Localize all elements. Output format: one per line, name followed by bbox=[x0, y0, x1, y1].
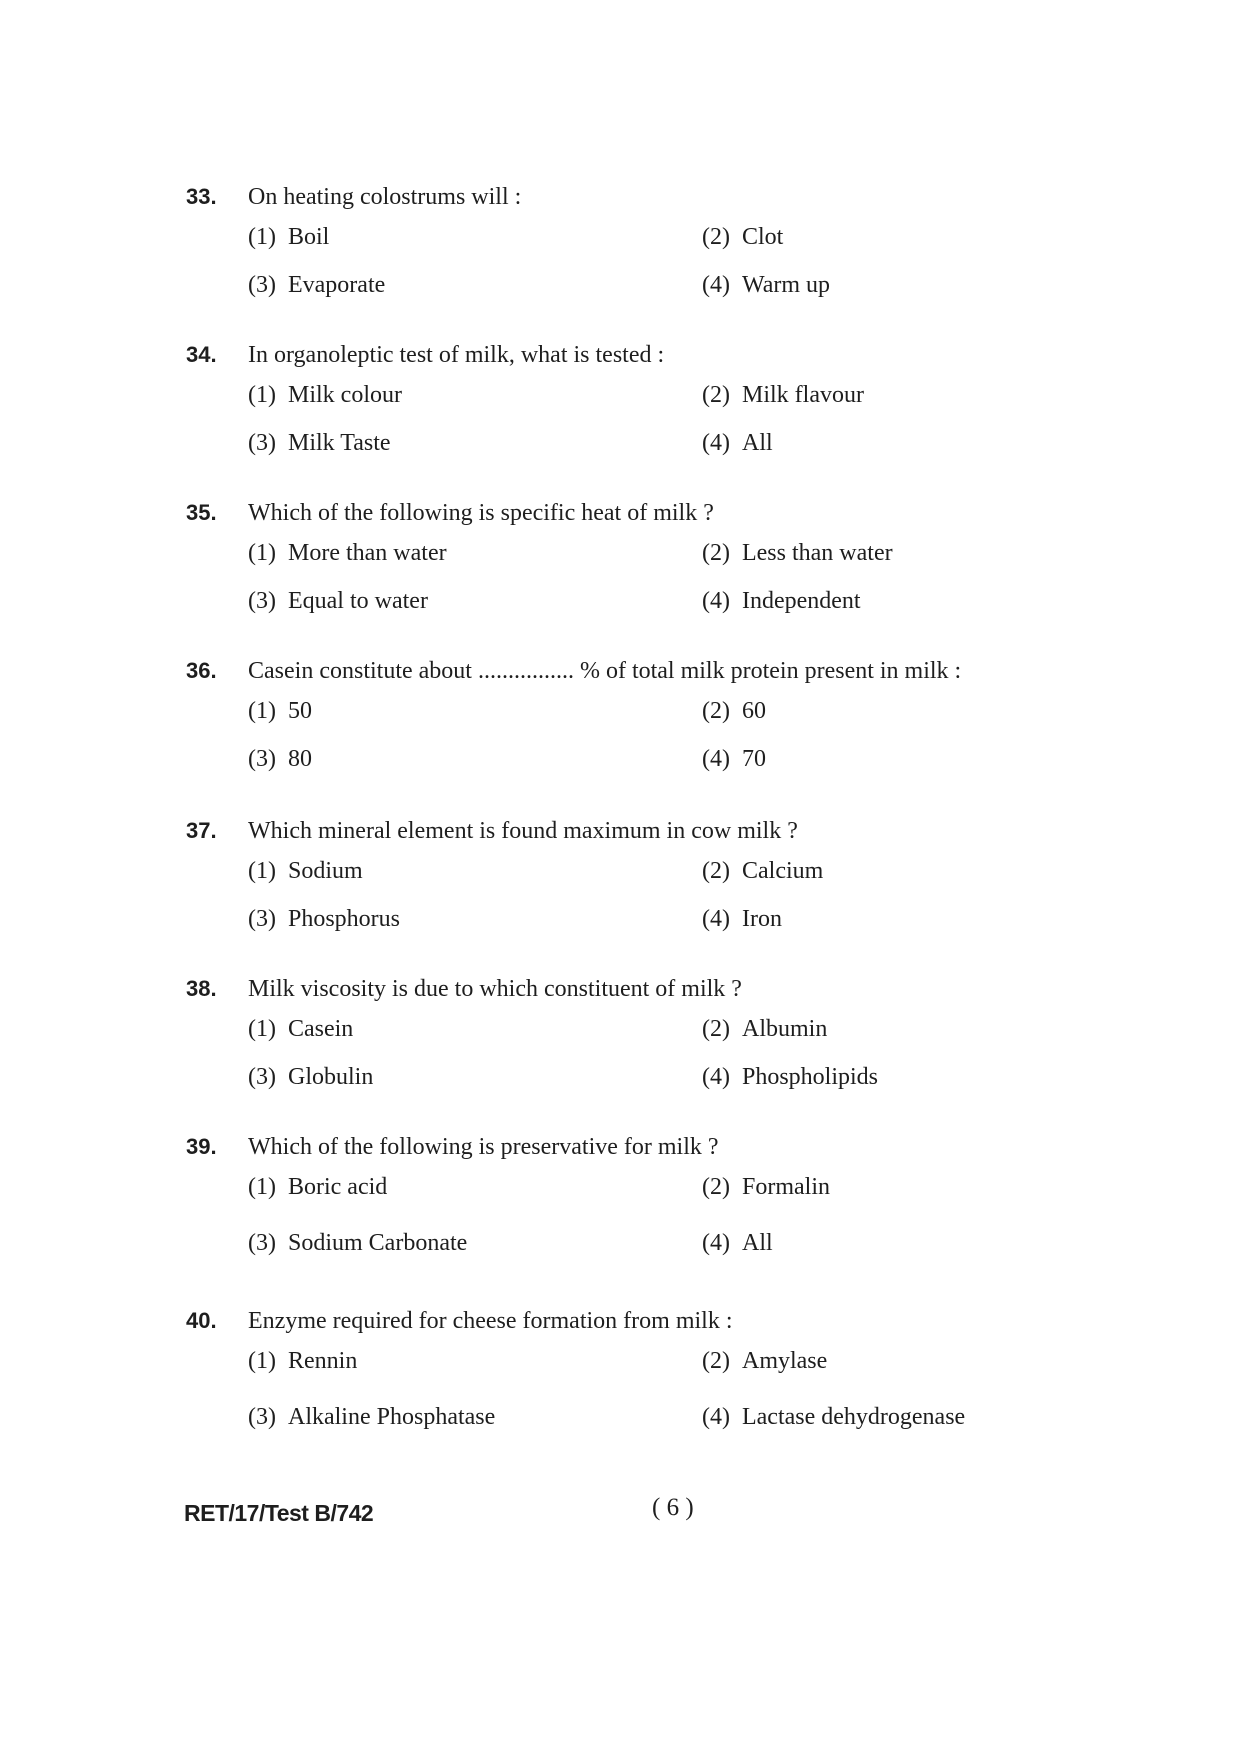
question-number: 36. bbox=[186, 658, 217, 683]
option-1: (1) Casein bbox=[248, 1016, 354, 1042]
option-row bbox=[186, 224, 1146, 272]
question-stem bbox=[186, 976, 1146, 1016]
question-stem bbox=[186, 818, 1146, 858]
option-1: (1) Boric acid bbox=[248, 1174, 388, 1200]
option-3: (3) Globulin bbox=[248, 1064, 374, 1090]
question-39 bbox=[186, 1134, 1146, 1278]
option-1: (1) 50 bbox=[248, 698, 312, 724]
question-34 bbox=[186, 342, 1146, 478]
test-code: RET/17/Test B/742 bbox=[184, 1500, 374, 1526]
option-2: (2) Less than water bbox=[702, 540, 893, 566]
option-4: (4) Iron bbox=[702, 906, 782, 932]
question-text: Which of the following is preservative for milk ? bbox=[248, 1134, 719, 1160]
question-number: 39. bbox=[186, 1134, 217, 1159]
option-1: (1) Rennin bbox=[248, 1348, 358, 1374]
option-row bbox=[186, 272, 1146, 320]
question-number: 40. bbox=[186, 1308, 217, 1333]
option-row bbox=[186, 540, 1146, 588]
option-2: (2) Formalin bbox=[702, 1174, 830, 1200]
option-4: (4) All bbox=[702, 1230, 773, 1256]
question-stem bbox=[186, 1134, 1146, 1174]
option-3: (3) Phosphorus bbox=[248, 906, 401, 932]
question-37 bbox=[186, 818, 1146, 954]
question-stem bbox=[186, 342, 1146, 382]
option-row bbox=[186, 1404, 1146, 1452]
option-4: (4) Independent bbox=[702, 588, 861, 614]
question-38 bbox=[186, 976, 1146, 1112]
option-3: (3) Milk Taste bbox=[248, 430, 391, 456]
option-3: (3) Sodium Carbonate bbox=[248, 1230, 468, 1256]
question-stem bbox=[186, 658, 1146, 698]
option-3: (3) Evaporate bbox=[248, 272, 386, 298]
option-1: (1) Milk colour bbox=[248, 382, 402, 408]
option-row bbox=[186, 746, 1146, 794]
question-40 bbox=[186, 1308, 1146, 1452]
question-stem bbox=[186, 500, 1146, 540]
question-36 bbox=[186, 658, 1146, 794]
question-text: On heating colostrums will : bbox=[248, 184, 522, 210]
option-row bbox=[186, 1230, 1146, 1278]
option-3: (3) 80 bbox=[248, 746, 312, 772]
question-number: 35. bbox=[186, 500, 217, 525]
question-number: 37. bbox=[186, 818, 217, 843]
question-number: 34. bbox=[186, 342, 217, 367]
question-35 bbox=[186, 500, 1146, 636]
option-2: (2) Calcium bbox=[702, 858, 824, 884]
option-1: (1) Sodium bbox=[248, 858, 363, 884]
question-text: Milk viscosity is due to which constituent of milk ? bbox=[248, 976, 742, 1002]
option-row bbox=[186, 588, 1146, 636]
option-4: (4) All bbox=[702, 430, 773, 456]
option-row bbox=[186, 698, 1146, 746]
option-2: (2) Amylase bbox=[702, 1348, 828, 1374]
page-number: ( 6 ) bbox=[652, 1494, 694, 1521]
question-text: Enzyme required for cheese formation from milk : bbox=[248, 1308, 733, 1334]
option-row bbox=[186, 1348, 1146, 1404]
option-2: (2) Albumin bbox=[702, 1016, 828, 1042]
option-1: (1) More than water bbox=[248, 540, 447, 566]
option-2: (2) Milk flavour bbox=[702, 382, 864, 408]
option-4: (4) Phospholipids bbox=[702, 1064, 879, 1090]
question-text: Which mineral element is found maximum in cow milk ? bbox=[248, 818, 798, 844]
question-text: In organoleptic test of milk, what is tested : bbox=[248, 342, 665, 368]
question-33 bbox=[186, 184, 1146, 320]
question-stem bbox=[186, 184, 1146, 224]
option-row bbox=[186, 858, 1146, 906]
option-row bbox=[186, 1174, 1146, 1230]
option-2: (2) Clot bbox=[702, 224, 784, 250]
option-4: (4) Warm up bbox=[702, 272, 831, 298]
option-1: (1) Boil bbox=[248, 224, 330, 250]
option-row bbox=[186, 430, 1146, 478]
option-row bbox=[186, 1064, 1146, 1112]
option-row bbox=[186, 906, 1146, 954]
option-row bbox=[186, 1016, 1146, 1064]
option-3: (3) Equal to water bbox=[248, 588, 428, 614]
question-text: Which of the following is specific heat of milk ? bbox=[248, 500, 714, 526]
option-3: (3) Alkaline Phosphatase bbox=[248, 1404, 496, 1430]
question-number: 33. bbox=[186, 184, 217, 209]
option-4: (4) Lactase dehydrogenase bbox=[702, 1404, 966, 1430]
question-number: 38. bbox=[186, 976, 217, 1001]
option-4: (4) 70 bbox=[702, 746, 766, 772]
question-text: Casein constitute about ................ % of total milk protein present in milk : bbox=[248, 658, 962, 684]
option-row bbox=[186, 382, 1146, 430]
option-2: (2) 60 bbox=[702, 698, 766, 724]
question-stem bbox=[186, 1308, 1146, 1348]
